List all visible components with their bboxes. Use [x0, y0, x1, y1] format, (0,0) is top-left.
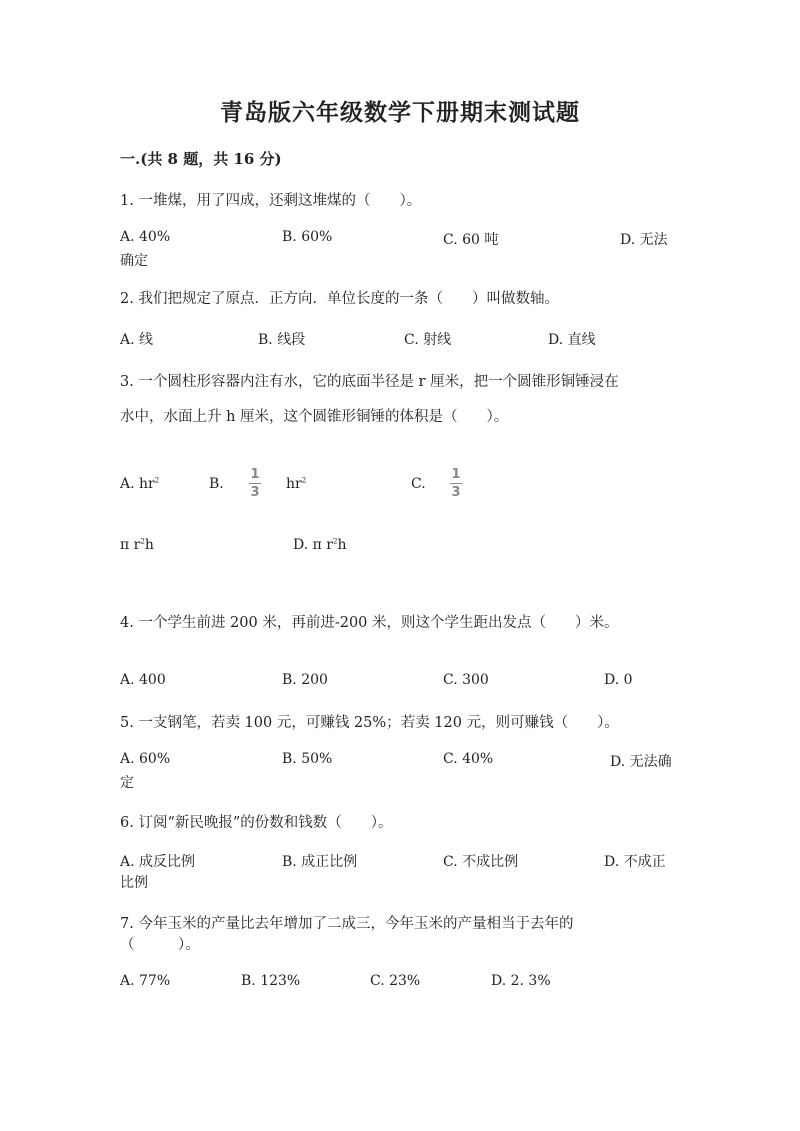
question-3-stem-line2: 水中，水面上升 h 厘米，这个圆锥形铜锤的体积是（ ）。	[120, 409, 509, 425]
question-3-option-c-expr: π $r^2h$	[120, 537, 154, 553]
question-4-option-d: D. 0	[604, 672, 633, 688]
question-2-stem: 2. 我们把规定了原点．正方向．单位长度的一条（ ）叫做数轴。	[120, 291, 559, 307]
question-1-option-c: C. 60 吨	[443, 232, 499, 248]
question-6-option-d: D. 不成正	[604, 854, 666, 870]
question-6-option-c: C. 不成比例	[443, 854, 519, 870]
question-3-stem: 3. 一个圆柱形容器内注有水，它的底面半径是 r 厘米，把一个圆锥形铜锤浸在	[120, 374, 619, 390]
question-1-option-a: A. 40%	[120, 229, 171, 245]
question-7-option-a: A. 77%	[120, 973, 171, 989]
question-3-option-b-fraction: $\frac{1}{3}$	[250, 467, 260, 500]
question-3-option-a: A. $hr^2$	[120, 476, 160, 492]
question-4-stem: 4. 一个学生前进 200 米，再前进-200 米，则这个学生距出发点（ ）米。	[120, 615, 619, 631]
section-heading: 一.(共 8 题，共 16 分)	[120, 150, 282, 168]
question-5-option-d: D. 无法确	[610, 754, 672, 770]
question-3-option-b-label: B.	[209, 476, 224, 492]
question-7-option-c: C. 23%	[370, 973, 421, 989]
question-5-option-b: B. 50%	[282, 751, 333, 767]
question-2-option-a: A. 线	[120, 332, 154, 348]
question-6-option-d-wrap: 比例	[120, 875, 148, 891]
question-4-option-b: B. 200	[282, 672, 328, 688]
question-3-option-b-expr: $hr^2$	[286, 476, 307, 492]
question-2-option-d: D. 直线	[548, 332, 596, 348]
question-2-option-b: B. 线段	[258, 332, 306, 348]
page-title: 青岛版六年级数学下册期末测试题	[220, 100, 580, 126]
question-4-option-c: C. 300	[443, 672, 489, 688]
question-7-option-b: B. 123%	[241, 973, 301, 989]
question-5-stem: 5. 一支钢笔，若卖 100 元，可赚钱 25%；若卖 120 元，则可赚钱（ ）。	[120, 715, 619, 731]
question-5-option-d-wrap: 定	[120, 775, 134, 791]
question-1-stem: 1. 一堆煤，用了四成，还剩这堆煤的（ ）。	[120, 193, 422, 209]
question-6-stem: 6. 订阅“新民晚报”的份数和钱数（ ）。	[120, 815, 393, 831]
question-1-option-d: D. 无法	[620, 232, 668, 248]
question-1-option-d-wrap: 确定	[120, 253, 148, 269]
question-2-option-c: C. 射线	[404, 332, 452, 348]
question-6-option-b: B. 成正比例	[282, 854, 358, 870]
question-4-option-a: A. 400	[120, 672, 166, 688]
question-3-option-c-fraction: $\frac{1}{3}$	[451, 467, 461, 500]
question-7-stem-line2: （ ）。	[120, 937, 200, 953]
question-5-option-c: C. 40%	[443, 751, 494, 767]
question-3-option-c-label: C.	[411, 476, 426, 492]
question-1-option-b: B. 60%	[282, 229, 333, 245]
question-7-stem: 7. 今年玉米的产量比去年增加了二成三，今年玉米的产量相当于去年的	[120, 916, 574, 932]
question-6-option-a: A. 成反比例	[120, 854, 196, 870]
question-3-option-d: D. π $r^2h$	[293, 537, 347, 553]
question-5-option-a: A. 60%	[120, 751, 171, 767]
question-7-option-d: D. 2. 3%	[491, 973, 551, 989]
